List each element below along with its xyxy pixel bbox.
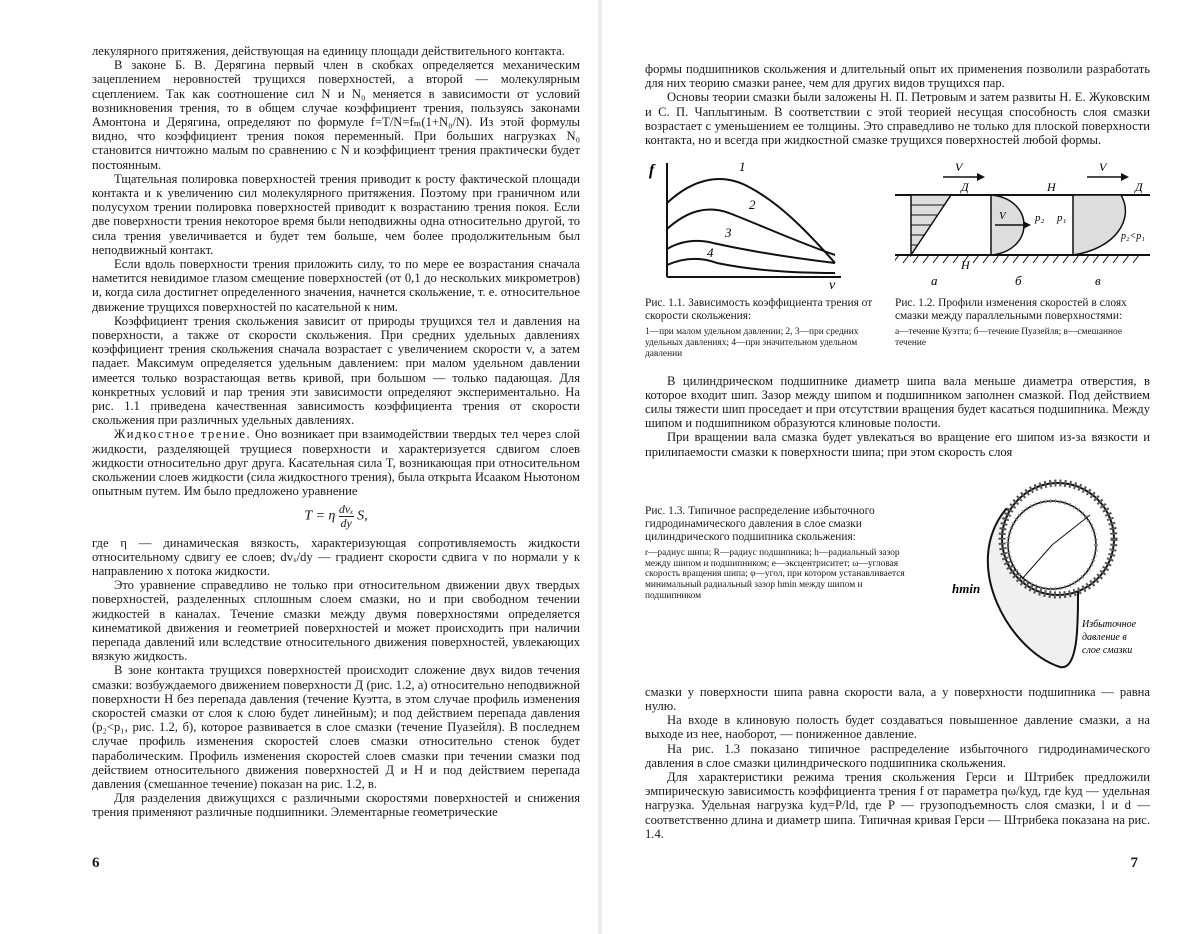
- friction-speed-graph: [645, 159, 845, 289]
- label-d-a: Д: [961, 180, 969, 195]
- label-h-b: Н: [1047, 180, 1056, 195]
- curve-4: [667, 259, 835, 273]
- paragraph: В цилиндрическом подшипнике диаметр шипа вала меньше диаметра отверстия, в которое входит шип. Зазор между шипом и подшипником заполнен смазкой. Под действием силы тяжести шип проседает и при отсутствии вращения будет касаться подшипника. Между шипом и подшипником образуются клиновые полости.: [645, 373, 1150, 431]
- label-p1: p₁: [1057, 212, 1067, 225]
- figure-caption: Рис. 1.1. Зависимость коэффициента трения от скорости скольжения:: [645, 297, 873, 323]
- newton-formula: [92, 503, 580, 530]
- page-number: 7: [1130, 855, 1138, 871]
- axis-f-label: f: [649, 162, 655, 180]
- paragraph-liquid-friction: [92, 427, 580, 498]
- paragraph: В зоне контакта трущихся поверхностей происходит сложение двух видов течения смазки: возбуждаемого движением поверхности Д (рис. 1.2, а) относительно неподвижной поверхности Н без перепада давления (течение Куэтта, в этом случае профиль изменения скоростей смазки от слоя к слою будет линейным); и под действием перепада давления (p₂<p₁, рис. 1.2, б), которое развивается в слое смазки (течение Пуазейля). В последнем случае профиль изменения скоростей слоев смазки относительно стенок будет параболическим. Профиль изменения скоростей слоев смазки при течении смазки под действием относительного движения поверхностей Д и Н и под действием перепада давления (смешанное течение) показан на рис. 1.2, в.: [92, 663, 580, 791]
- label-v-b: V: [999, 210, 1006, 223]
- page-number: 6: [92, 855, 100, 871]
- label-c: в: [1095, 273, 1101, 289]
- figure-1-3: [645, 475, 1150, 675]
- paragraph: Для разделения движущихся с различными скоростями поверхностей и снижения трения применяют различные подшипники. Элементарные геометрические: [92, 791, 580, 820]
- pressure-label: Избыточное: [1082, 618, 1137, 630]
- paragraph: В законе Б. В. Дерягина первый член в скобках определяется механическим зацеплением неровностей трущихся поверхностей, а второй — молекулярным сцеплением. Так как соотношение сил N и N₀ меняется в зависимости от условий возникновения трения, то в общем случае коэффициент трения, пользуясь законами Амонтона и Дерягина, определяют по формуле f=T/N=fₘ(1+N₀/N). Из этой формулы видно, что коэффициент трения покоя переменный. При больших нагрузках N₀ становится ничтожно малым по сравнению с N и коэффициент трения практически будет постоянным.: [92, 58, 580, 172]
- figure-legend: r—радиус шипа; R—радиус подшипника; h—радиальный зазор между шипом и подшипником; e—эксцентриситет; ω—угловая скорость вращения шипа; φ—угол, при котором устанавливается минимальный радиальный зазор hmin между шипом и подшипником: [645, 547, 905, 602]
- formula-numerator: dvₓ: [338, 501, 354, 516]
- paragraph-text: Оно возникает при взаимодействии твердых тел через слой жидкости, разделяющей трущиеся поверхности и характеризуется сдвигом слоев жидкости относительно друг друга. Касательная сила T, возникающая при относительном скольжении слоев жидкости (сила жидкостного трения), была открыта Исааком Ньютоном опытным путем. Им было предложено уравнение: [92, 427, 580, 499]
- right-page: [600, 0, 1200, 934]
- figure-1-2: [895, 159, 1150, 359]
- label-h-a: Н: [961, 258, 970, 273]
- paragraph: На входе в клиновую полость будет создаваться повышенное давление смазки, а на выходе из нее, наоборот, — пониженное давление.: [645, 713, 1150, 742]
- formula-rhs: S,: [357, 508, 368, 524]
- label-v-c: V: [1099, 160, 1107, 175]
- paragraph: смазки у поверхности шипа равна скорости вала, а у поверхности подшипника — равна нулю.: [645, 684, 1150, 714]
- figure-caption: Рис. 1.2. Профили изменения скоростей в слоях смазки между параллельными поверхностями:: [895, 297, 1127, 323]
- label-v-a: V: [955, 160, 963, 175]
- curve-2: [667, 210, 835, 255]
- figure-1-1: [645, 159, 885, 359]
- label-b: б: [1015, 273, 1022, 289]
- paragraph: Это уравнение справедливо не только при относительном движении двух твердых поверхностей, разделенных сплошным слоем смазки, но и при свободном течении жидкостей в каналах. Течение смазки между двумя поверхностями определяется кинематикой движения и геометрией поверхностей и может происходить при наличии перепада давлений или вследствие относительного движения поверхностей, увлекающих вязкую жидкость.: [92, 578, 580, 664]
- paragraph: На рис. 1.3 показано типичное распределение избыточного гидродинамического давления в слое смазки цилиндрического подшипника скольжения.: [645, 741, 1150, 770]
- profile-c: [1073, 195, 1125, 255]
- label-p2-lt-p1: p₂<p₁: [1121, 231, 1145, 243]
- figure-1-3-text: [645, 475, 920, 675]
- formula-fraction: [339, 503, 354, 530]
- paragraph: Основы теории смазки были заложены Н. П. Петровым и затем развиты Н. Е. Жуковским и С. П. Чаплыгиным. В соответствии с этой теорией несущая способность слоя смазки возрастает с уменьшением ее толщины. Это справедливо не только для плоской поверхности контакта, но и всегда при жидкостной смазке трущихся поверхностей любой формы.: [645, 90, 1150, 148]
- paragraph: где η — динамическая вязкость, характеризующая сопротивляемость жидкости относительному сдвигу ее слоев; dvₓ/dy — градиент скорости сдвига v по нормали y к направлению x потока жидкости.: [92, 535, 580, 578]
- figure-legend: 1—при малом удельном давлении; 2, 3—при средних удельных давлениях; 4—при значительном удельном давлении: [645, 327, 859, 359]
- hmin-label: hmin: [952, 580, 981, 596]
- paragraph: формы подшипников скольжения и длительный опыт их применения позволили разработать для них теорию смазки ранее, чем для других видов трущихся пар.: [645, 62, 1150, 91]
- curve-label-1: 1: [739, 159, 746, 175]
- figures-row: [645, 159, 1150, 359]
- label-a: а: [931, 273, 938, 289]
- curve-label-2: 2: [749, 197, 756, 213]
- curve-label-4: 4: [707, 245, 714, 261]
- pressure-label: давление в: [1082, 631, 1127, 643]
- term-liquid-friction: Жидкостное трение.: [114, 427, 252, 442]
- bearing-pressure-diagram: [950, 475, 1150, 675]
- label-p2: p₂: [1035, 212, 1045, 225]
- paragraph: Если вдоль поверхности трения приложить силу, то по мере ее возрастания сначала наметится невидимое глазом смещение поверхностей (от 0,1 до нескольких микрометров) и, когда сила достигнет определенного значения, начнется скольжение, т. е. относительное движение трущихся поверхностей по касательной к ним.: [92, 257, 580, 314]
- paragraph: Тщательная полировка поверхностей трения приводит к росту фактической площади контакта и к увеличению сил молекулярного притяжения. Поэтому при граничном или полусухом трении полировка поверхностей приводит к возрастанию трения покоя. Если две поверхности трения некоторое время были неподвижны одна относительно другой, то сила трения увеличивается и будет тем больше, чем более продолжительным был неподвижный контакт.: [92, 171, 580, 257]
- label-d-c: Д: [1135, 180, 1143, 195]
- velocity-profiles-diagram: [895, 159, 1150, 289]
- figure-caption: Рис. 1.3. Типичное распределение избыточного гидродинамического давления в слое смазки цилиндрического подшипника скольжения:: [645, 504, 875, 543]
- axis-v-label: v: [829, 278, 836, 290]
- paragraph: лекулярного притяжения, действующая на единицу площади действительного контакта.: [92, 44, 565, 58]
- formula-denominator: dy: [340, 515, 352, 530]
- paragraph: Для характеристики режима трения скольжения Герси и Штрибек предложили эмпирическую зависимость коэффициента трения f от параметра ηω/kуд, где kуд — удельная нагрузка. Удельная нагрузка kуд=P/ld, где P — грузоподъемность слоя смазки, l и d — соответственно длина и диаметр шипа. Типичная кривая Герси — Штрибека показана на рис. 1.4.: [645, 770, 1150, 841]
- curve-label-3: 3: [725, 225, 732, 241]
- formula-lhs: T = η: [304, 508, 336, 524]
- pressure-label: слое смазки: [1082, 644, 1133, 656]
- paragraph: Коэффициент трения скольжения зависит от природы трущихся тел и давления на поверхности, а также от скорости скольжения. При средних удельных давлениях коэффициент трения скольжения сначала возрастает с увеличением скорости v, а затем падает. Максимум определяется удельным давлением: при малом удельном давлении имеется только возрастающая ветвь кривой, при большом — только падающая. Для конкретных условий и пар трения эти зависимости определяют экспериментально. На рис. 1.1 приведена качественная зависимость коэффициента трения от скорости скольжения при различных удельных давлениях.: [92, 313, 580, 428]
- figure-legend: а—течение Куэтта; б—течение Пуазейля; в—смешанное течение: [895, 327, 1122, 349]
- paragraph: При вращении вала смазка будет увлекаться во вращение его шипом из-за вязкости и прилипаемости смазки к поверхности шипа; при этом скорость слоя: [645, 430, 1150, 459]
